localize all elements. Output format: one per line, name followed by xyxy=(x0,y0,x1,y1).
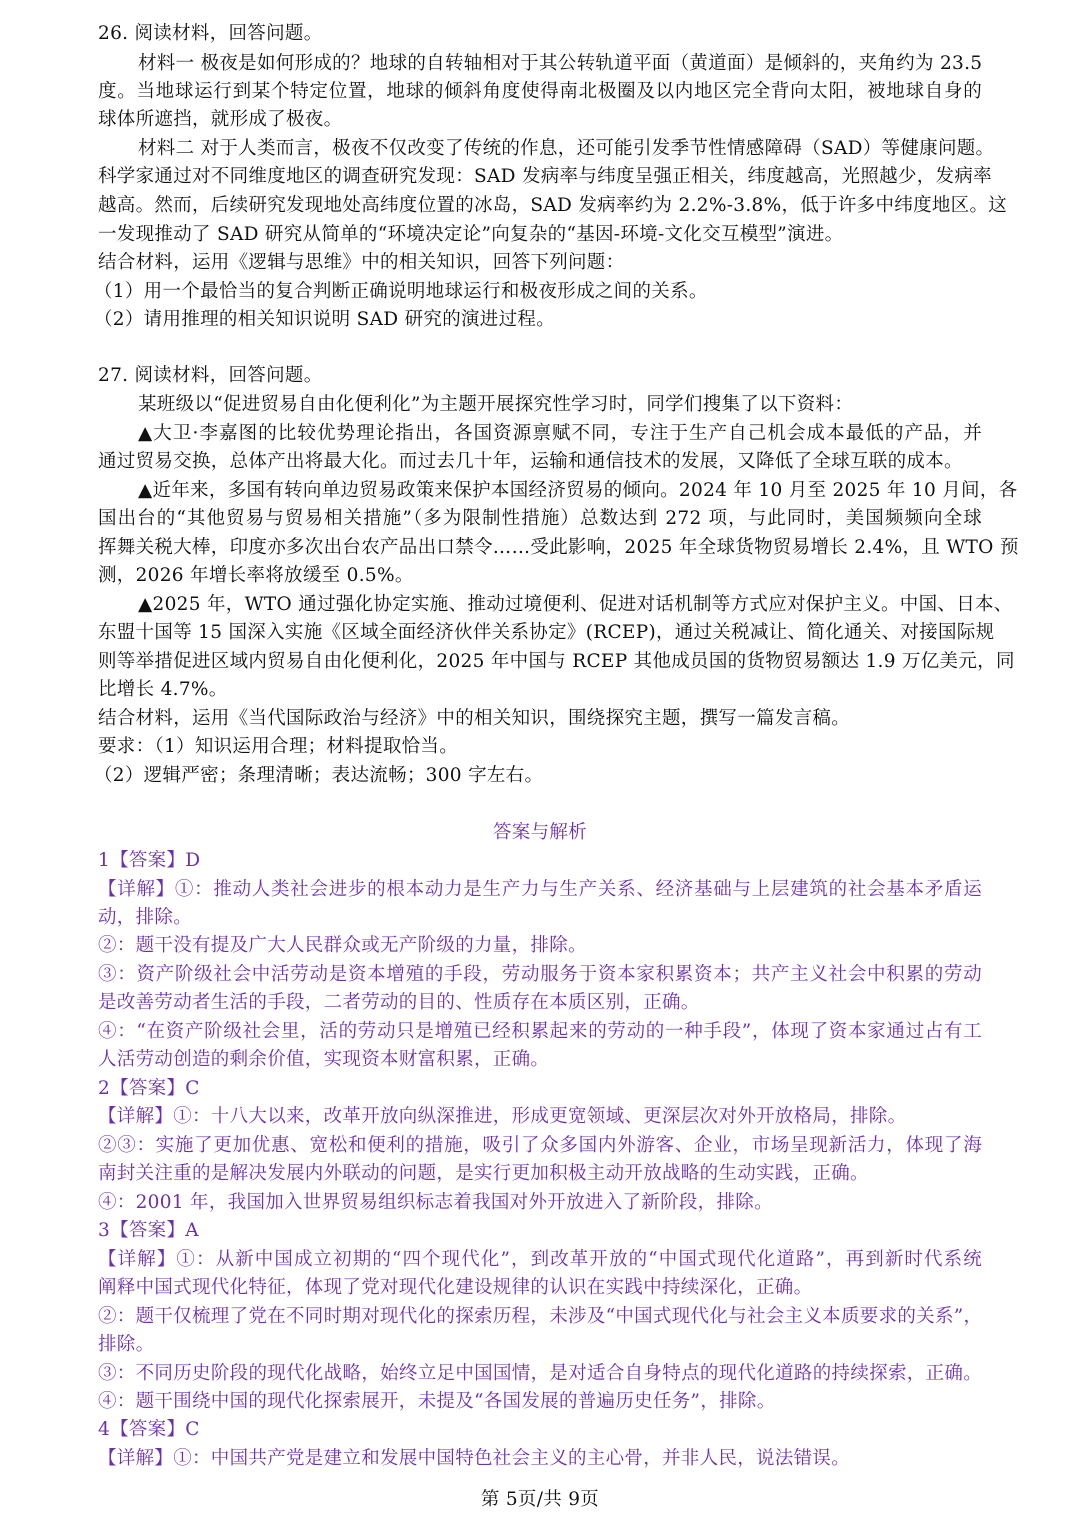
answer-detail-line: ②：题干仅梳理了党在不同时期对现代化的探索历程，未涉及“中国式现代化与社会主义本质要求的关系”， xyxy=(98,1306,983,1327)
q27-bullet-line: 通过贸易交换，总体产出将最大化。而过去几十年，运输和通信技术的发展，又降低了全球互联的成本。 xyxy=(98,451,963,472)
answer-label: 4【答案】C xyxy=(98,1419,200,1440)
q26-material-line: 度。当地球运行到某个特定位置，地球的倾斜角度使得南北极圈及以内地区完全背向太阳，被地球自身的 xyxy=(98,81,982,102)
q27-bullet-line: 东盟十国等 15 国深入实施《区域全面经济伙伴关系协定》(RCEP)，通过关税减让、简化通关、对接国际规 xyxy=(98,622,995,643)
answer-detail-line: ③：不同历史阶段的现代化战略，始终立足中国国情，是对适合自身特点的现代化道路的持续探索，正确。 xyxy=(98,1363,982,1384)
answer-detail-line: 【详解】①：中国共产党是建立和发展中国特色社会主义的主心骨，并非人民，说法错误。 xyxy=(98,1448,851,1469)
page-number: 第 5页/共 9页 xyxy=(480,1489,600,1510)
q27-bullet-line: 国出台的“其他贸易与贸易相关措施”（多为限制性措施）总数达到 272 项，与此同时，美国频频向全球 xyxy=(98,508,982,529)
answer-detail-line: 【详解】①：推动人类社会进步的根本动力是生产力与生产关系、经济基础与上层建筑的社会基本矛盾运 xyxy=(98,879,982,900)
q27-bullet-line: ▲大卫·李嘉图的比较优势理论指出，各国资源禀赋不同，专注于生产自己机会成本最低的产品，并 xyxy=(138,423,982,444)
q27-bullet-line: 测，2026 年增长率将放缓至 0.5%。 xyxy=(98,565,414,586)
q26-title: 26. 阅读材料，回答问题。 xyxy=(98,23,323,44)
answer-label: 3【答案】A xyxy=(98,1220,199,1241)
q27-intro: 某班级以“促进贸易自由化便利化”为主题开展探究性学习时，同学们搜集了以下资料： xyxy=(138,394,854,415)
q27-bullet-line: 挥舞关税大棒，印度亦多次出台农产品出口禁令……受此影响，2025 年全球货物贸易增长 2.4%，且 WTO 预 xyxy=(98,537,1019,558)
answer-detail-line: 【详解】①：从新中国成立初期的“四个现代化”，到改革开放的“中国式现代化道路”，再到新时代系统 xyxy=(98,1249,982,1270)
q26-sub-question: （1）用一个最恰当的复合判断正确说明地球运行和极夜形成之间的关系。 xyxy=(94,281,708,302)
q27-bullet-line: ▲近年来，多国有转向单边贸易政策来保护本国经济贸易的倾向。2024 年 10 月至 2025 年 10 月间，各 xyxy=(138,480,1018,501)
q27-instruction: 结合材料，运用《当代国际政治与经济》中的相关知识，围绕探究主题，撰写一篇发言稿。 xyxy=(98,708,851,729)
answer-detail-line: ③：资产阶级社会中活劳动是资本增殖的手段，劳动服务于资本家积累资本；共产主义社会中积累的劳动 xyxy=(98,964,982,985)
q27-bullet-line: 则等举措促进区域内贸易自由化便利化，2025 年中国与 RCEP 其他成员国的货物贸易额达 1.9 万亿美元，同 xyxy=(98,651,1015,672)
answer-detail-line: ②③：实施了更加优惠、宽松和便利的措施，吸引了众多国内外游客、企业，市场呈现新活力，体现了海 xyxy=(98,1135,982,1156)
q27-bullet-line: ▲2025 年，WTO 通过强化协定实施、推动过境便利、促进对话机制等方式应对保护主义。中国、日本、 xyxy=(138,594,1013,615)
q26-instruction: 结合材料，运用《逻辑与思维》中的相关知识，回答下列问题： xyxy=(98,252,625,273)
answer-detail-line: 排除。 xyxy=(98,1334,155,1355)
q26-material-line: 科学家通过对不同维度地区的调查研究发现：SAD 发病率与纬度呈强正相关，纬度越高，光照越少，发病率 xyxy=(98,166,992,187)
answer-detail-line: 人活劳动创造的剩余价值，实现资本财富积累，正确。 xyxy=(98,1049,550,1070)
answer-label: 2【答案】C xyxy=(98,1078,200,1099)
answer-detail-line: 是改善劳动者生活的手段，二者劳动的目的、性质存在本质区别，正确。 xyxy=(98,992,700,1013)
q26-material-line: 球体所遮挡，就形成了极夜。 xyxy=(98,109,343,130)
q27-requirement: （2）逻辑严密；条理清晰；表达流畅；300 字左右。 xyxy=(94,765,544,786)
q26-material-line: 材料一 极夜是如何形成的？地球的自转轴相对于其公转轨道平面（黄道面）是倾斜的，夹角约为 23.5 xyxy=(138,53,983,74)
answer-detail-line: ②：题干没有提及广大人民群众或无产阶级的力量，排除。 xyxy=(98,935,587,956)
q26-material-line: 一发现推动了 SAD 研究从简单的“环境决定论”向复杂的“基因-环境-文化交互模型”演进。 xyxy=(98,224,844,245)
q26-sub-question: （2）请用推理的相关知识说明 SAD 研究的演进过程。 xyxy=(94,309,555,330)
q26-material-line: 材料二 对于人类而言，极夜不仅改变了传统的作息，还可能引发季节性情感障碍（SAD）等健康问题。 xyxy=(138,138,995,159)
answers-heading: 答案与解析 xyxy=(492,822,587,843)
answer-detail-line: ④：“在资产阶级社会里，活的劳动只是增殖已经积累起来的劳动的一种手段”，体现了资本家通过占有工 xyxy=(98,1021,982,1042)
answer-detail-line: ④：题干围绕中国的现代化探索展开，未提及“各国发展的普遍历史任务”，排除。 xyxy=(98,1391,776,1412)
answer-detail-line: ④：2001 年，我国加入世界贸易组织标志着我国对外开放进入了新阶段，排除。 xyxy=(98,1192,773,1213)
answer-detail-line: 阐释中国式现代化特征，体现了党对现代化建设规律的认识在实践中持续深化，正确。 xyxy=(98,1277,813,1298)
answer-detail-line: 【详解】①：十八大以来，改革开放向纵深推进，形成更宽领域、更深层次对外开放格局，排除。 xyxy=(98,1106,907,1127)
q27-bullet-line: 比增长 4.7%。 xyxy=(98,679,228,700)
q27-requirement: 要求：（1）知识运用合理；材料提取恰当。 xyxy=(98,736,459,757)
answer-detail-line: 动，排除。 xyxy=(98,907,193,928)
answer-label: 1【答案】D xyxy=(98,850,201,871)
answer-detail-line: 南封关注重的是解决发展内外联动的问题，是实行更加积极主动开放战略的生动实践，正确。 xyxy=(98,1163,869,1184)
q26-material-line: 越高。然而，后续研究发现地处高纬度位置的冰岛，SAD 发病率约为 2.2%-3.8%，低于许多中纬度地区。这 xyxy=(98,195,1008,216)
q27-title: 27. 阅读材料，回答问题。 xyxy=(98,365,323,386)
